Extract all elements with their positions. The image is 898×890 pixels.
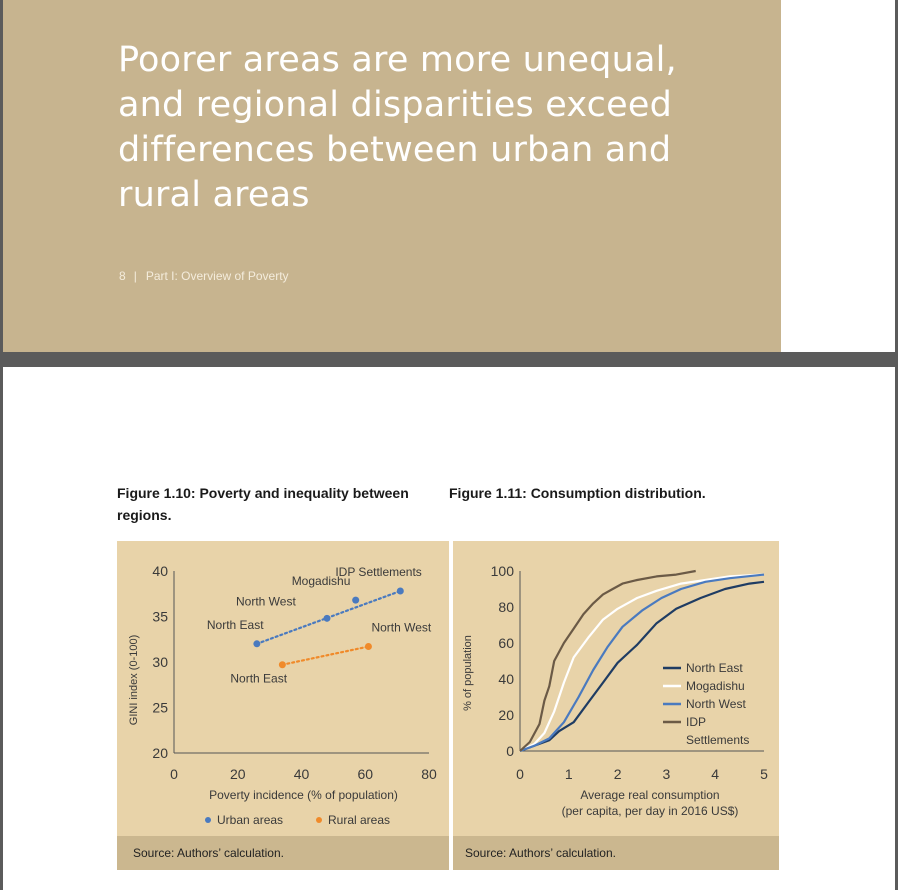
x-axis-title-units: (per capita, per day in 2016 US$) [561,804,739,818]
data-point [352,597,359,604]
x-tick-label: 4 [711,766,720,782]
y-axis-title: % of population [462,635,474,711]
line-chart [453,541,779,836]
y-tick-label: 40 [498,671,514,687]
point-label: North West [236,594,296,609]
figure-left-source: Source: Authors’ calculation. [117,836,449,870]
figure-right-source: Source: Authors’ calculation. [453,836,779,870]
legend-label: North West [686,697,746,711]
line-chart-panel [453,541,779,870]
figure-right-title: Figure 1.11: Consumption distribution. [449,485,706,501]
trend-line [282,647,368,665]
point-label: IDP Settlements [335,565,422,580]
x-tick-label: 0 [170,766,178,782]
legend-marker [205,817,211,823]
y-tick-label: 35 [152,608,168,625]
y-tick-label: 20 [152,745,168,761]
point-label: North East [206,617,264,632]
legend-label: Urban areas [217,813,284,827]
data-point [279,661,286,668]
legend-label: Mogadishu [686,679,745,693]
x-tick-label: 2 [613,766,622,782]
data-point [253,640,260,647]
x-tick-label: 5 [760,766,768,782]
y-tick-label: 25 [152,699,168,716]
y-tick-label: 0 [506,743,514,759]
point-label: North West [371,620,432,635]
footer-separator: | [133,269,137,283]
point-label: North East [230,671,288,686]
x-axis-title: Poverty incidence (% of population) [209,788,398,802]
y-axis-title: GINI index (0-100) [128,634,140,726]
x-tick-label: 1 [564,766,573,782]
page-top [3,0,895,352]
scatter-chart [117,541,449,836]
x-tick-label: 3 [662,766,671,782]
page-bottom [3,367,895,890]
y-tick-label: 80 [498,599,514,615]
legend-label: North East [686,661,743,675]
data-point [324,615,331,622]
x-tick-label: 80 [421,766,437,782]
scatter-chart-panel [117,541,449,870]
banner-footer [119,269,289,283]
series-line [520,571,696,751]
y-tick-label: 60 [498,635,514,651]
x-tick-label: 0 [516,766,524,782]
y-tick-label: 40 [152,563,168,579]
section-name: Part I: Overview of Poverty [145,269,289,283]
chapter-banner [3,0,781,352]
x-tick-label: 60 [357,766,374,782]
y-tick-label: 20 [498,707,514,723]
y-tick-label: 30 [152,654,168,670]
data-point [365,643,372,650]
legend-label-cont: Settlements [686,733,750,747]
x-tick-label: 40 [293,766,310,782]
x-axis-title: Average real consumption [580,788,720,802]
point-label: Mogadishu [291,574,351,589]
legend-marker [316,817,322,823]
page-number: 8 [119,269,126,283]
data-point [397,588,404,595]
x-tick-label: 20 [229,766,246,782]
panel-divider [449,541,453,870]
legend-label: IDP [686,715,707,729]
y-tick-label: 100 [490,563,514,579]
banner-title: Poorer areas are more unequal, and regional disparities exceed differences between urban and rural areas [118,40,677,215]
figure-left-title: Figure 1.10: Poverty and inequality between regions. [117,485,409,523]
legend-label: Rural areas [328,813,391,827]
